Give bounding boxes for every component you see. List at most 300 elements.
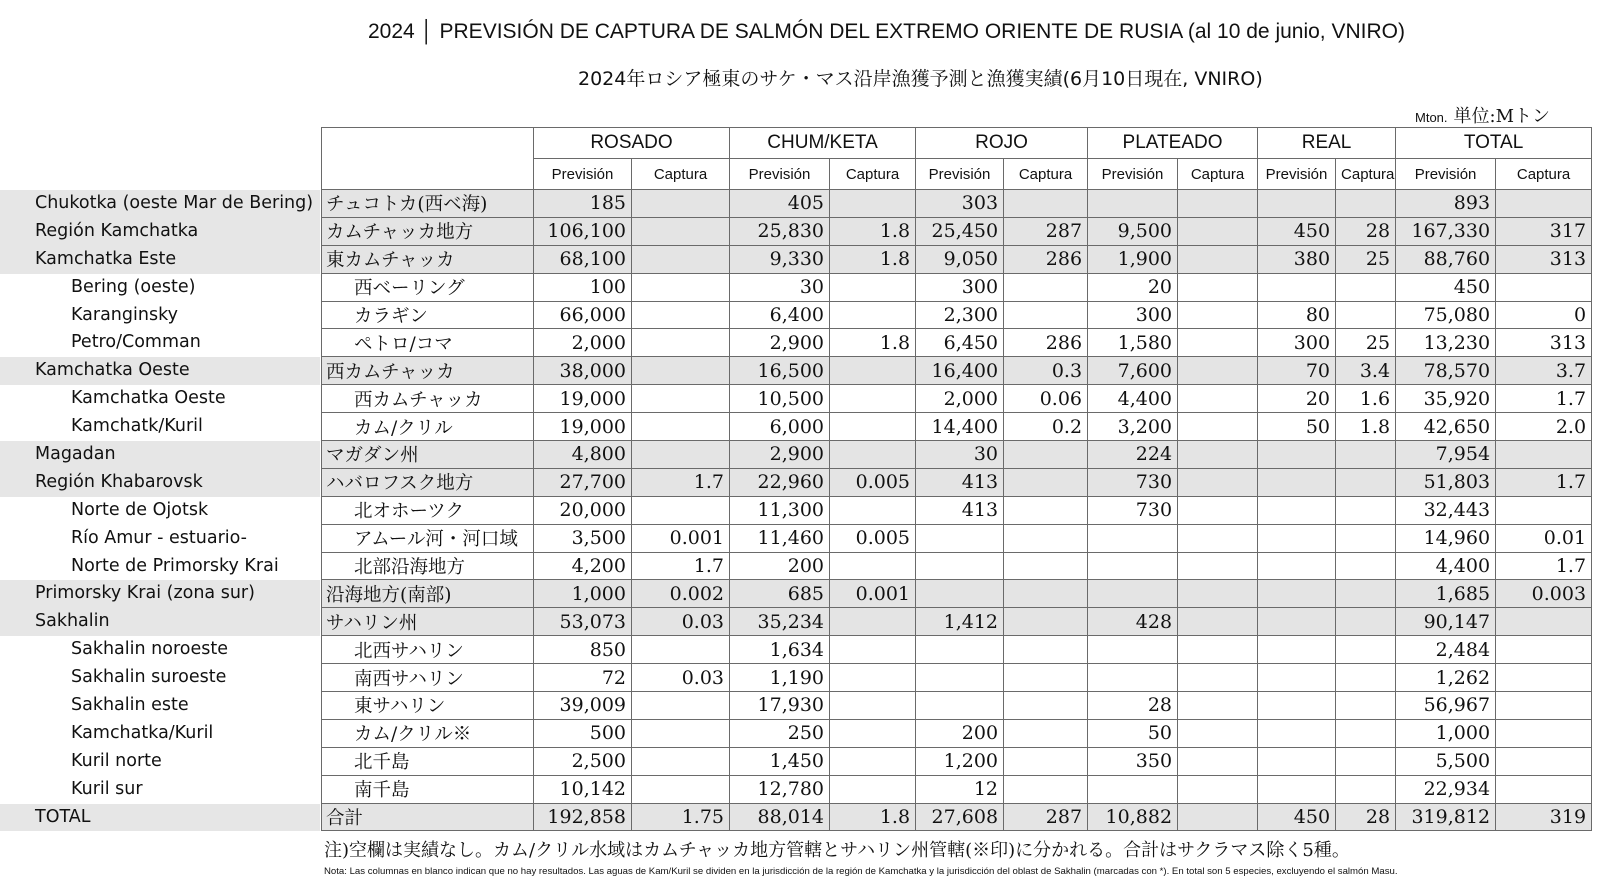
table-cell: 1,634 — [730, 636, 830, 664]
table-cell — [830, 775, 916, 803]
table-cell: 25,830 — [730, 217, 830, 245]
table-cell — [1496, 664, 1592, 692]
table-cell — [1258, 468, 1336, 496]
row-label-es: Kuril sur — [71, 778, 143, 799]
table-cell — [830, 747, 916, 775]
table-cell: 0.001 — [830, 580, 916, 608]
row-label-jp: ハバロフスク地方 — [322, 468, 534, 496]
table-cell — [1004, 552, 1088, 580]
table-cell — [632, 301, 730, 329]
table-cell: 25,450 — [916, 217, 1004, 245]
table-cell — [916, 580, 1004, 608]
table-cell — [1178, 273, 1258, 301]
subheader-captura: Captura — [1496, 159, 1592, 190]
table-cell — [830, 190, 916, 218]
table-cell: 9,330 — [730, 245, 830, 273]
table-cell: 70 — [1258, 357, 1336, 385]
table-cell: 405 — [730, 190, 830, 218]
table-cell: 300 — [1258, 329, 1336, 357]
table-cell — [1178, 664, 1258, 692]
table-cell: 2,484 — [1396, 636, 1496, 664]
table-cell — [1004, 441, 1088, 469]
row-label-jp: 北西サハリン — [322, 636, 534, 664]
table-cell: 68,100 — [534, 245, 632, 273]
table-cell: 20 — [1258, 385, 1336, 413]
header-rojo: ROJO — [916, 128, 1088, 159]
table-cell: 303 — [916, 190, 1004, 218]
table-cell: 80 — [1258, 301, 1336, 329]
table-cell — [1004, 273, 1088, 301]
table-cell — [830, 608, 916, 636]
table-cell — [632, 636, 730, 664]
table-cell: 2,900 — [730, 329, 830, 357]
table-cell: 3,200 — [1088, 413, 1178, 441]
table-cell: 6,400 — [730, 301, 830, 329]
subheader-prevision: Previsión — [1396, 159, 1496, 190]
row-label-jp: 西ベーリング — [322, 273, 534, 301]
row-label-es: Norte de Ojotsk — [71, 499, 209, 520]
table-row — [322, 413, 1592, 441]
table-cell: 224 — [1088, 441, 1178, 469]
subheader-captura: Captura — [632, 159, 730, 190]
table-cell: 28 — [1336, 217, 1396, 245]
row-label-es: Magadan — [0, 441, 320, 469]
table-cell — [1178, 468, 1258, 496]
table-cell: 25 — [1336, 329, 1396, 357]
row-label-jp: カム/クリル※ — [322, 719, 534, 747]
row-label-jp: 南西サハリン — [322, 664, 534, 692]
table-cell: 2,300 — [916, 301, 1004, 329]
table-cell — [1496, 273, 1592, 301]
row-label-jp: マガダン州 — [322, 441, 534, 469]
table-cell: 313 — [1496, 245, 1592, 273]
table-cell — [830, 301, 916, 329]
row-label-es: TOTAL — [0, 804, 320, 832]
table-cell — [830, 664, 916, 692]
table-cell — [1178, 692, 1258, 720]
row-label-jp: アムール河・河口域 — [322, 524, 534, 552]
table-cell: 319 — [1496, 803, 1592, 831]
row-label-jp: 西カムチャッカ — [322, 357, 534, 385]
table-row — [322, 273, 1592, 301]
table-row — [322, 719, 1592, 747]
table-cell: 9,050 — [916, 245, 1004, 273]
table-cell — [1496, 496, 1592, 524]
table-cell: 1,000 — [1396, 719, 1496, 747]
row-label-jp: 合計 — [322, 803, 534, 831]
subheader-prevision: Previsión — [730, 159, 830, 190]
table-row — [322, 775, 1592, 803]
row-label-es: Sakhalin noroeste — [71, 639, 228, 660]
table-cell: 50 — [1258, 413, 1336, 441]
table-cell: 10,500 — [730, 385, 830, 413]
table-cell: 88,014 — [730, 803, 830, 831]
table-cell: 1.7 — [1496, 385, 1592, 413]
table-cell — [830, 357, 916, 385]
row-label-jp: 西カムチャッカ — [322, 385, 534, 413]
table-cell: 78,570 — [1396, 357, 1496, 385]
table-cell — [1088, 664, 1178, 692]
table-cell: 1.8 — [830, 217, 916, 245]
table-cell: 100 — [534, 273, 632, 301]
table-cell — [632, 692, 730, 720]
table-cell — [1004, 775, 1088, 803]
table-cell: 4,800 — [534, 441, 632, 469]
table-cell: 9,500 — [1088, 217, 1178, 245]
table-cell: 16,400 — [916, 357, 1004, 385]
table-cell — [1258, 524, 1336, 552]
table-cell: 38,000 — [534, 357, 632, 385]
table-cell: 450 — [1258, 217, 1336, 245]
table-cell — [1178, 385, 1258, 413]
table-cell: 200 — [916, 719, 1004, 747]
table-cell: 27,700 — [534, 468, 632, 496]
table-row — [322, 441, 1592, 469]
table-cell: 319,812 — [1396, 803, 1496, 831]
table-cell: 1.8 — [830, 329, 916, 357]
row-label-jp: ペトロ/コマ — [322, 329, 534, 357]
table-cell — [1258, 273, 1336, 301]
table-cell: 1.7 — [632, 468, 730, 496]
table-cell — [632, 273, 730, 301]
table-cell — [1336, 775, 1396, 803]
table-cell — [1004, 190, 1088, 218]
unit-jp: 単位:Mトン — [1453, 106, 1551, 127]
table-cell — [632, 217, 730, 245]
table-cell — [830, 441, 916, 469]
table-cell — [632, 719, 730, 747]
table-cell — [830, 496, 916, 524]
header-chum-keta: CHUM/KETA — [730, 128, 916, 159]
table-cell: 0.001 — [632, 524, 730, 552]
table-cell — [1088, 552, 1178, 580]
table-cell — [632, 245, 730, 273]
table-cell — [1088, 190, 1178, 218]
header-real: REAL — [1258, 128, 1396, 159]
table-cell — [916, 692, 1004, 720]
table-cell — [1496, 775, 1592, 803]
table-cell — [1004, 468, 1088, 496]
table-cell — [632, 190, 730, 218]
table-row — [322, 468, 1592, 496]
table-cell: 1.8 — [830, 803, 916, 831]
table-cell: 1,412 — [916, 608, 1004, 636]
header-region-jp — [322, 128, 534, 190]
table-cell — [830, 552, 916, 580]
table-cell: 7,954 — [1396, 441, 1496, 469]
table-cell: 30 — [916, 441, 1004, 469]
table-row — [322, 636, 1592, 664]
table-cell: 28 — [1088, 692, 1178, 720]
table-cell — [1336, 273, 1396, 301]
table-cell — [1178, 803, 1258, 831]
row-label-es: Chukotka (oeste Mar de Bering) — [0, 190, 320, 218]
table-cell: 20 — [1088, 273, 1178, 301]
table-cell: 1.8 — [830, 245, 916, 273]
table-cell — [830, 385, 916, 413]
table-cell — [1336, 441, 1396, 469]
table-cell — [1336, 608, 1396, 636]
table-cell — [1258, 636, 1336, 664]
table-cell: 1.7 — [1496, 552, 1592, 580]
table-cell: 30 — [730, 273, 830, 301]
row-label-es: Primorsky Krai (zona sur) — [0, 580, 320, 608]
table-cell: 88,760 — [1396, 245, 1496, 273]
table-cell — [1178, 357, 1258, 385]
row-label-jp: カムチャッカ地方 — [322, 217, 534, 245]
subheader-captura: Captura — [1336, 159, 1396, 190]
table-cell: 0.06 — [1004, 385, 1088, 413]
table-cell: 1,685 — [1396, 580, 1496, 608]
table-cell — [1496, 636, 1592, 664]
table-cell: 1,450 — [730, 747, 830, 775]
table-row — [322, 217, 1592, 245]
table-row — [322, 580, 1592, 608]
table-cell: 16,500 — [730, 357, 830, 385]
table-cell — [1258, 441, 1336, 469]
table-cell — [1178, 217, 1258, 245]
table-cell — [1178, 245, 1258, 273]
table-cell — [1258, 496, 1336, 524]
table-cell: 192,858 — [534, 803, 632, 831]
table-cell: 0 — [1496, 301, 1592, 329]
table-cell: 6,000 — [730, 413, 830, 441]
table-cell: 0.03 — [632, 608, 730, 636]
table-cell: 0.2 — [1004, 413, 1088, 441]
table-cell: 28 — [1336, 803, 1396, 831]
table-cell — [830, 413, 916, 441]
row-label-es: Kuril norte — [71, 750, 162, 771]
table-cell: 42,650 — [1396, 413, 1496, 441]
table-cell: 0.003 — [1496, 580, 1592, 608]
table-cell — [1004, 580, 1088, 608]
table-cell: 300 — [1088, 301, 1178, 329]
table-cell — [1178, 496, 1258, 524]
table-cell — [1088, 524, 1178, 552]
table-row — [322, 747, 1592, 775]
table-cell: 35,234 — [730, 608, 830, 636]
table-cell — [1496, 608, 1592, 636]
table-cell: 17,930 — [730, 692, 830, 720]
table-cell: 90,147 — [1396, 608, 1496, 636]
table-cell — [1336, 468, 1396, 496]
table-cell: 286 — [1004, 245, 1088, 273]
table-cell — [632, 747, 730, 775]
row-label-es: Bering (oeste) — [71, 276, 196, 297]
table-cell: 1,000 — [534, 580, 632, 608]
table-cell — [1178, 747, 1258, 775]
table-cell — [1496, 719, 1592, 747]
row-label-es: Región Khabarovsk — [0, 469, 320, 497]
row-label-es: Kamchatk/Kuril — [71, 416, 203, 437]
table-cell: 1,190 — [730, 664, 830, 692]
table-cell: 0.03 — [632, 664, 730, 692]
table-cell: 10,882 — [1088, 803, 1178, 831]
table-cell: 5,500 — [1396, 747, 1496, 775]
table-cell — [1088, 775, 1178, 803]
row-label-es: Sakhalin — [0, 608, 320, 636]
table-cell — [1496, 441, 1592, 469]
table-cell — [1178, 608, 1258, 636]
table-cell — [1178, 329, 1258, 357]
footnote-es: Nota: Las columnas en blanco indican que no hay resultados. Las aguas de Kam/Kuril se dividen en la jurisdicción de la región de Kamchatka y la jurisdicción del oblast de Sakhalin (marcadas con *). En total son 5 especies, excluyendo el salmón Masu. — [324, 866, 1398, 877]
row-label-jp: 東サハリン — [322, 692, 534, 720]
table-cell — [1004, 496, 1088, 524]
table-cell: 730 — [1088, 468, 1178, 496]
table-cell — [632, 357, 730, 385]
table-cell: 14,960 — [1396, 524, 1496, 552]
subheader-prevision: Previsión — [916, 159, 1004, 190]
table-cell: 75,080 — [1396, 301, 1496, 329]
table-cell: 413 — [916, 468, 1004, 496]
table-cell: 2,000 — [534, 329, 632, 357]
table-row — [322, 245, 1592, 273]
row-label-es: Petro/Comman — [71, 332, 201, 353]
table-cell: 6,450 — [916, 329, 1004, 357]
table-cell: 1.8 — [1336, 413, 1396, 441]
table-row — [322, 692, 1592, 720]
table-cell: 27,608 — [916, 803, 1004, 831]
subheader-prevision: Previsión — [1258, 159, 1336, 190]
table-cell — [830, 692, 916, 720]
table-cell — [1336, 747, 1396, 775]
table-cell: 185 — [534, 190, 632, 218]
table-cell — [1178, 524, 1258, 552]
table-cell: 19,000 — [534, 413, 632, 441]
table-cell: 850 — [534, 636, 632, 664]
page-subtitle-jp: 2024年ロシア極東のサケ・マス沿岸漁獲予測と漁獲実績(6月10日現在, VNIRO) — [578, 68, 1263, 90]
table-cell — [1336, 552, 1396, 580]
subheader-prevision: Previsión — [534, 159, 632, 190]
table-cell — [632, 496, 730, 524]
table-cell: 14,400 — [916, 413, 1004, 441]
table-cell: 19,000 — [534, 385, 632, 413]
unit-label — [1415, 102, 1550, 128]
table-cell: 287 — [1004, 217, 1088, 245]
table-cell — [1004, 719, 1088, 747]
table-cell — [1336, 719, 1396, 747]
table-cell: 39,009 — [534, 692, 632, 720]
table-cell — [1496, 190, 1592, 218]
table-cell: 350 — [1088, 747, 1178, 775]
table-cell — [830, 273, 916, 301]
table-cell: 450 — [1258, 803, 1336, 831]
table-cell — [1336, 301, 1396, 329]
table-row — [322, 664, 1592, 692]
table-cell: 20,000 — [534, 496, 632, 524]
table-cell: 4,400 — [1396, 552, 1496, 580]
footnote-jp: 注)空欄は実績なし。カム/クリル水域はカムチャッカ地方管轄とサハリン州管轄(※印)に分かれる。合計はサクラマス除く5種。 — [324, 840, 1350, 861]
table-row — [322, 552, 1592, 580]
unit-mton: Mton. — [1415, 110, 1448, 125]
table-cell: 1,900 — [1088, 245, 1178, 273]
table-cell — [1004, 524, 1088, 552]
table-cell — [916, 664, 1004, 692]
row-label-es: Kamchatka/Kuril — [71, 722, 214, 743]
row-label-jp: 南千島 — [322, 775, 534, 803]
table-cell: 1,262 — [1396, 664, 1496, 692]
table-row — [322, 496, 1592, 524]
table-cell: 0.3 — [1004, 357, 1088, 385]
table-cell — [1178, 190, 1258, 218]
table-cell: 22,934 — [1396, 775, 1496, 803]
table-cell: 13,230 — [1396, 329, 1496, 357]
table-cell: 250 — [730, 719, 830, 747]
table-cell: 0.01 — [1496, 524, 1592, 552]
spanish-row-labels — [0, 190, 320, 831]
table-cell: 413 — [916, 496, 1004, 524]
table-cell — [1004, 747, 1088, 775]
table-cell — [1336, 190, 1396, 218]
table-cell: 730 — [1088, 496, 1178, 524]
table-cell — [1336, 496, 1396, 524]
table-cell: 32,443 — [1396, 496, 1496, 524]
row-label-jp: カム/クリル — [322, 413, 534, 441]
table-cell: 72 — [534, 664, 632, 692]
table-cell: 500 — [534, 719, 632, 747]
header-plateado: PLATEADO — [1088, 128, 1258, 159]
table-cell — [1258, 692, 1336, 720]
table-cell — [1178, 580, 1258, 608]
subheader-captura: Captura — [1004, 159, 1088, 190]
table-cell — [1004, 301, 1088, 329]
row-label-es: Norte de Primorsky Krai — [71, 555, 279, 576]
table-cell — [1336, 664, 1396, 692]
row-label-es: Kamchatka Oeste — [71, 388, 226, 409]
table-row — [322, 524, 1592, 552]
table-cell: 4,400 — [1088, 385, 1178, 413]
page-title: 2024 │ PREVISIÓN DE CAPTURA DE SALMÓN DEL EXTREMO ORIENTE DE RUSIA (al 10 de junio, VNIRO) — [368, 20, 1405, 43]
table-cell: 50 — [1088, 719, 1178, 747]
table-cell — [632, 385, 730, 413]
row-label-jp: 北千島 — [322, 747, 534, 775]
table-cell — [1178, 301, 1258, 329]
subheader-captura: Captura — [1178, 159, 1258, 190]
table-cell — [1178, 775, 1258, 803]
table-cell — [632, 441, 730, 469]
table-row — [322, 301, 1592, 329]
table-cell: 2.0 — [1496, 413, 1592, 441]
table-cell — [1336, 692, 1396, 720]
table-cell: 56,967 — [1396, 692, 1496, 720]
table-cell — [1496, 692, 1592, 720]
table-row — [322, 608, 1592, 636]
table-cell: 11,300 — [730, 496, 830, 524]
row-label-es: Kamchatka Este — [0, 246, 320, 274]
table-cell: 66,000 — [534, 301, 632, 329]
table-cell: 1,200 — [916, 747, 1004, 775]
table-cell: 0.005 — [830, 524, 916, 552]
table-cell: 1.6 — [1336, 385, 1396, 413]
table-cell — [1178, 552, 1258, 580]
table-cell — [916, 524, 1004, 552]
table-cell: 200 — [730, 552, 830, 580]
table-cell: 106,100 — [534, 217, 632, 245]
table-cell — [1258, 552, 1336, 580]
table-cell: 1.75 — [632, 803, 730, 831]
table-cell — [632, 775, 730, 803]
table-cell: 0.005 — [830, 468, 916, 496]
table-cell: 450 — [1396, 273, 1496, 301]
table-cell: 300 — [916, 273, 1004, 301]
table-cell: 4,200 — [534, 552, 632, 580]
table-cell: 25 — [1336, 245, 1396, 273]
table-cell — [1004, 692, 1088, 720]
table-row — [322, 803, 1592, 831]
table-cell — [916, 636, 1004, 664]
table-cell — [830, 636, 916, 664]
table-cell: 685 — [730, 580, 830, 608]
